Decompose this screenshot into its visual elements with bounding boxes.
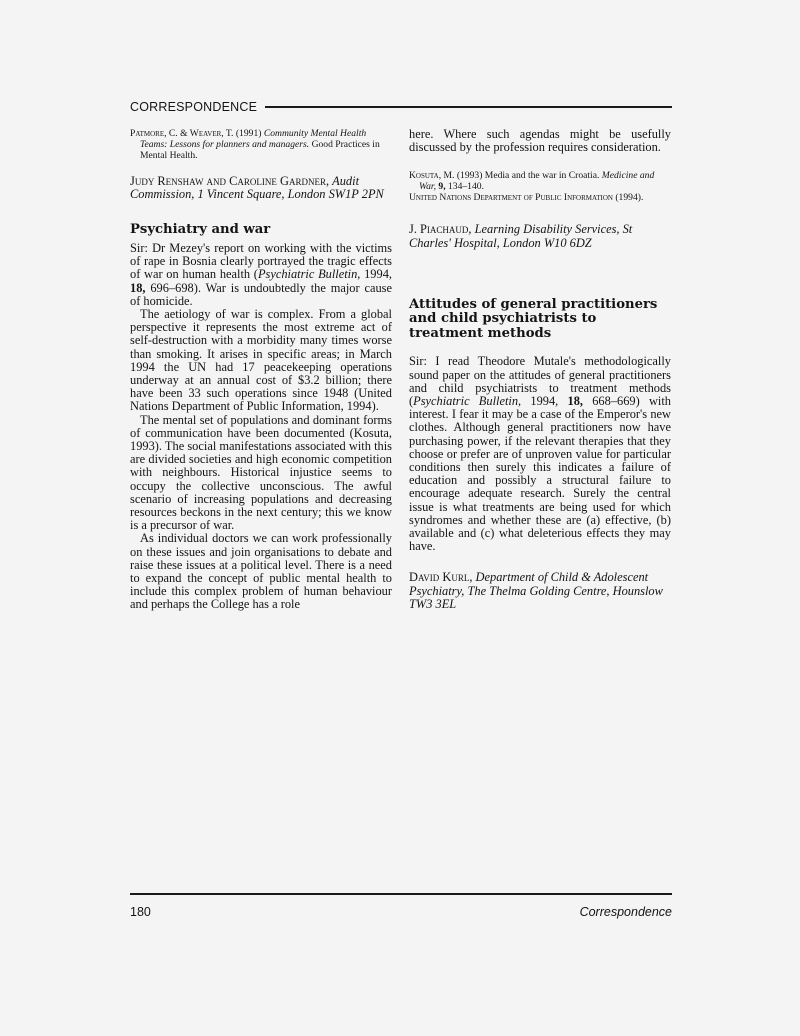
section-label: CORRESPONDENCE	[130, 100, 258, 114]
reference-kosuta: Kosuta, M. (1993) Media and the war in Croatia. Medicine and War, 9, 134–140.	[409, 170, 655, 193]
paragraph-continuation: here. Where such agendas might be usefully discussed by the profession requires consideration.	[409, 127, 671, 155]
signature-piachaud: J. Piachaud, Learning Disability Services, St Charles' Hospital, London W10 6DZ	[409, 222, 633, 250]
signature-renshaw-gardner: Judy Renshaw and Caroline Gardner, Audit Commission, 1 Vincent Square, London SW1P 2PN	[130, 174, 384, 202]
article-title-psychiatry-war: Psychiatry and war	[130, 222, 271, 238]
reference-patmore: Patmore, C. & Weaver, T. (1991) Community Mental Health Teams: Lessons for planners and managers. Good Practices in Mental Health.	[130, 128, 380, 161]
paragraph: As individual doctors we can work professionally on these issues and join organisations to debate and raise these issues at a political level. There is a need to expand the concept of public mental health to include this complex problem of human behaviour and perhaps the College has a role	[130, 531, 392, 612]
left-column	[130, 128, 392, 612]
section-header	[130, 100, 672, 114]
right-column	[409, 128, 671, 611]
article-title-attitudes: Attitudes of general practitioners and child psychiatrists to treatment methods	[409, 296, 658, 341]
running-title: Correspondence	[579, 905, 672, 919]
signature-kurl: David Kurl, Department of Child & Adolescent Psychiatry, The Thelma Golding Centre, Hounslow TW3 3EL	[409, 570, 663, 611]
footer-rule	[130, 893, 672, 895]
paragraph: Sir: I read Theodore Mutale's methodologically sound paper on the attitudes of general practitioners and child psychiatrists to treatment methods (Psychiatric Bulletin, 1994, 18, 668–669) with interest. I fear it may be a case of the Emperor's new clothes. Although general practitioners now have purchasing power, if the relevant therapies that they choose or prefer are of unproven value for particular conditions then surely this indicates a failure of education and possibly a structural failure to encourage adequate research. Surely the central issue is what treatments are being used for which syndromes and whether these are (a) effective, (b) available and (c) what deleterious effects they may have.	[409, 354, 671, 554]
page-number: 180	[130, 905, 151, 919]
paragraph: The aetiology of war is complex. From a global perspective it represents the most extreme act of self-destruction with a morbidity many times worse than smoking. It arises in specific areas; in March 1994 the UN had 17 peacekeeping operations underway at an annual cost of $3.2 billion; there have been 33 such operations since 1948 (United Nations Department of Public Information, 1994).	[130, 306, 392, 414]
paragraph: Sir: Dr Mezey's report on working with the victims of rape in Bosnia clearly portrayed the tragic effects of war on human health (Psychiatric Bulletin, 1994, 18, 696–698). War is undoubtedly the major cause of homicide.	[130, 240, 392, 308]
paragraph: The mental set of populations and dominant forms of communication have been documented (Kosuta, 1993). The social manifestations associated with this are divided societies and high economic competition with neighbours. Historical injustice seems to occupy the collective unconscious. The awful scenario of increasing populations and decreasing resources beckons in the next century; this we know is a precursor of war.	[130, 412, 392, 533]
header-rule	[265, 106, 672, 108]
reference-un: United Nations Department of Public Information (1994).	[409, 192, 644, 204]
